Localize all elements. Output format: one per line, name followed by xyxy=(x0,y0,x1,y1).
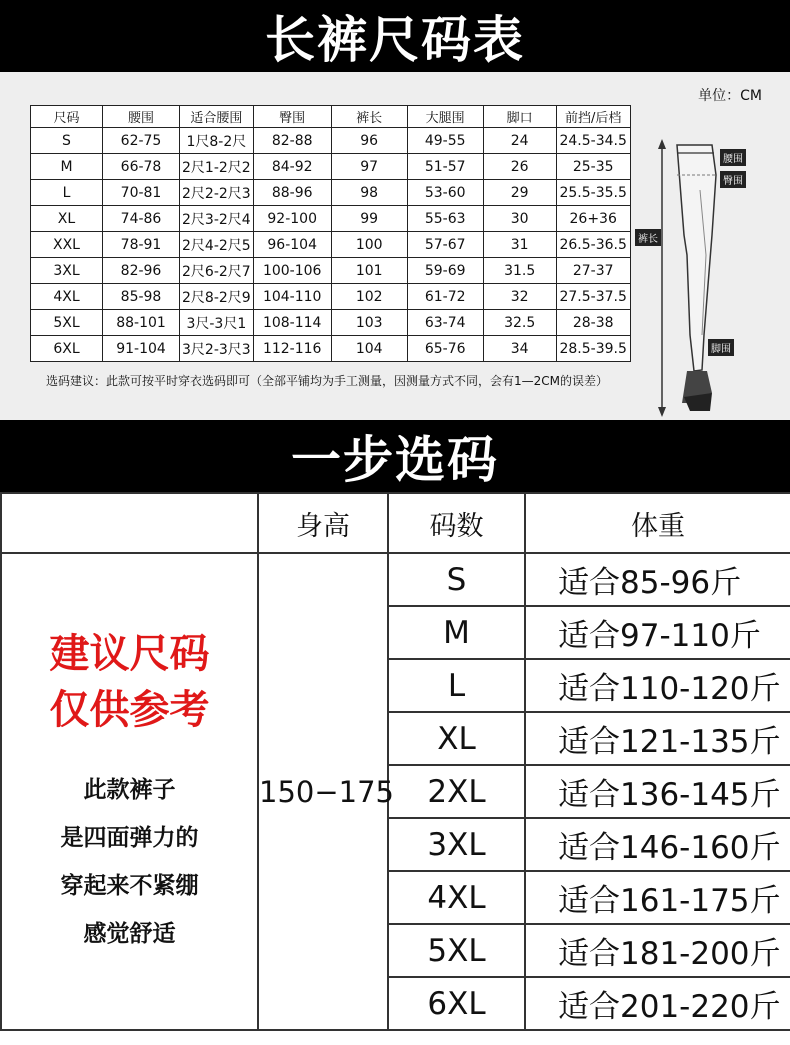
weight-cell: 适合97-110斤 xyxy=(525,606,790,659)
size-chart-cell: 55-63 xyxy=(407,206,483,232)
size-chart-cell: 63-74 xyxy=(407,310,483,336)
product-description-line: 穿起来不紧绷 xyxy=(60,872,199,899)
size-chart-cell: 31 xyxy=(483,232,556,258)
size-chart-cell: 112-116 xyxy=(253,336,331,362)
size-chart-cell: 2尺1-2尺2 xyxy=(180,154,254,180)
size-chart-header-row xyxy=(31,106,631,128)
size-chart-row xyxy=(31,258,631,284)
size-chart-cell: 2尺8-2尺9 xyxy=(180,284,254,310)
size-chart-header-cell: 腰围 xyxy=(103,106,180,128)
weight-cell: 适合121-135斤 xyxy=(525,712,790,765)
size-chart-cell: 3尺2-3尺3 xyxy=(180,336,254,362)
size-chart-header-cell: 脚口 xyxy=(483,106,556,128)
size-chart-row xyxy=(31,154,631,180)
size-chart-row xyxy=(31,128,631,154)
quick-pick-title: 一步选码 xyxy=(291,431,499,489)
header-cell-size: 码数 xyxy=(388,493,525,553)
size-chart-cell: 74-86 xyxy=(103,206,180,232)
size-chart-cell: 30 xyxy=(483,206,556,232)
size-chart-cell: 98 xyxy=(331,180,407,206)
size-chart-cell: 96 xyxy=(331,128,407,154)
size-cell: 2XL xyxy=(388,765,525,818)
waist-tag: 腰围 xyxy=(720,149,746,166)
size-chart-cell: 84-92 xyxy=(253,154,331,180)
size-cell: 6XL xyxy=(388,977,525,1030)
size-chart-cell: 28-38 xyxy=(556,310,630,336)
size-chart-row xyxy=(31,336,631,362)
size-chart-row xyxy=(31,232,631,258)
weight-cell: 适合181-200斤 xyxy=(525,924,790,977)
unit-label: 单位：CM xyxy=(698,88,762,104)
size-chart-cell: 70-81 xyxy=(103,180,180,206)
size-chart-cell: 32.5 xyxy=(483,310,556,336)
size-chart-cell: 24 xyxy=(483,128,556,154)
size-chart-cell: 27-37 xyxy=(556,258,630,284)
size-chart-cell: 99 xyxy=(331,206,407,232)
size-chart-cell: 5XL xyxy=(31,310,103,336)
size-chart-cell: 85-98 xyxy=(103,284,180,310)
weight-cell: 适合161-175斤 xyxy=(525,871,790,924)
quick-pick-banner xyxy=(0,420,790,492)
pants-figure xyxy=(632,135,757,425)
size-chart-cell: 62-75 xyxy=(103,128,180,154)
size-chart-cell: 49-55 xyxy=(407,128,483,154)
size-chart-cell: 3XL xyxy=(31,258,103,284)
size-chart-cell: 91-104 xyxy=(103,336,180,362)
size-chart-cell: L xyxy=(31,180,103,206)
recommendation-heading: 建议尺码 xyxy=(49,630,210,677)
size-chart-header-cell: 尺码 xyxy=(31,106,103,128)
quick-pick-header-row xyxy=(1,493,790,553)
size-chart-cell: 34 xyxy=(483,336,556,362)
size-chart-cell: M xyxy=(31,154,103,180)
size-chart-cell: 26+36 xyxy=(556,206,630,232)
size-chart-cell: 25-35 xyxy=(556,154,630,180)
size-chart-cell: 100 xyxy=(331,232,407,258)
size-chart-cell: 53-60 xyxy=(407,180,483,206)
product-description-line: 是四面弹力的 xyxy=(60,824,199,851)
size-chart-cell: 31.5 xyxy=(483,258,556,284)
size-chart-header-cell: 前挡/后档 xyxy=(556,106,630,128)
size-chart-cell: 103 xyxy=(331,310,407,336)
size-chart-cell: 27.5-37.5 xyxy=(556,284,630,310)
size-chart-cell: 104 xyxy=(331,336,407,362)
header-cell-height: 身高 xyxy=(258,493,388,553)
size-chart-cell: 2尺2-2尺3 xyxy=(180,180,254,206)
size-chart-cell: 32 xyxy=(483,284,556,310)
size-chart-cell: 65-76 xyxy=(407,336,483,362)
size-chart-cell: 29 xyxy=(483,180,556,206)
size-chart-cell: 61-72 xyxy=(407,284,483,310)
size-chart-header-cell: 裤长 xyxy=(331,106,407,128)
weight-cell: 适合201-220斤 xyxy=(525,977,790,1030)
size-chart-row xyxy=(31,310,631,336)
size-chart-cell: 92-100 xyxy=(253,206,331,232)
page-title: 长裤尺码表 xyxy=(265,11,525,69)
size-cell: S xyxy=(388,553,525,606)
size-cell: 5XL xyxy=(388,924,525,977)
size-chart-header-cell: 适合腰围 xyxy=(180,106,254,128)
size-chart-cell: S xyxy=(31,128,103,154)
size-chart-cell: 25.5-35.5 xyxy=(556,180,630,206)
size-cell: XL xyxy=(388,712,525,765)
size-chart-cell: 101 xyxy=(331,258,407,284)
size-chart-cell: 4XL xyxy=(31,284,103,310)
size-chart-cell: 3尺-3尺1 xyxy=(180,310,254,336)
size-chart-cell: 96-104 xyxy=(253,232,331,258)
size-chart-panel xyxy=(0,72,790,420)
title-banner xyxy=(0,0,790,72)
size-chart-cell: 66-78 xyxy=(103,154,180,180)
size-chart-cell: 26.5-36.5 xyxy=(556,232,630,258)
header-cell-weight: 体重 xyxy=(525,493,790,553)
size-chart-cell: XL xyxy=(31,206,103,232)
size-cell: L xyxy=(388,659,525,712)
length-tag: 裤长 xyxy=(635,229,661,246)
size-chart-row xyxy=(31,180,631,206)
size-chart-table xyxy=(30,105,631,362)
size-chart-cell: 88-101 xyxy=(103,310,180,336)
weight-cell: 适合85-96斤 xyxy=(525,553,790,606)
size-chart-cell: 59-69 xyxy=(407,258,483,284)
weight-cell: 适合146-160斤 xyxy=(525,818,790,871)
size-cell: 4XL xyxy=(388,871,525,924)
size-chart-cell: 6XL xyxy=(31,336,103,362)
size-chart-cell: 102 xyxy=(331,284,407,310)
size-chart-row xyxy=(31,284,631,310)
size-chart-cell: 24.5-34.5 xyxy=(556,128,630,154)
weight-cell: 适合136-145斤 xyxy=(525,765,790,818)
quick-pick-row xyxy=(1,553,790,606)
size-chart-cell: 2尺3-2尺4 xyxy=(180,206,254,232)
size-chart-cell: 2尺6-2尺7 xyxy=(180,258,254,284)
header-cell-blank xyxy=(1,493,258,553)
size-chart-cell: 82-96 xyxy=(103,258,180,284)
size-chart-cell: 57-67 xyxy=(407,232,483,258)
size-chart-header-cell: 大腿围 xyxy=(407,106,483,128)
size-chart-cell: 28.5-39.5 xyxy=(556,336,630,362)
size-chart-cell: 26 xyxy=(483,154,556,180)
hip-tag: 臀围 xyxy=(720,171,746,188)
fit-advice-note: 选码建议：此款可按平时穿衣选码即可（全部平铺均为手工测量，因测量方式不同，会有1—2CM的误差） xyxy=(46,374,609,388)
size-cell: 3XL xyxy=(388,818,525,871)
height-range-cell: 150−175 xyxy=(258,553,388,1030)
size-chart-cell: 88-96 xyxy=(253,180,331,206)
size-chart-cell: 104-110 xyxy=(253,284,331,310)
size-chart-cell: 97 xyxy=(331,154,407,180)
size-chart-cell: 100-106 xyxy=(253,258,331,284)
size-chart-cell: 82-88 xyxy=(253,128,331,154)
size-chart-header-cell: 臀围 xyxy=(253,106,331,128)
size-chart-row xyxy=(31,206,631,232)
size-chart-cell: 1尺8-2尺 xyxy=(180,128,254,154)
product-description-line: 此款裤子 xyxy=(83,776,176,803)
size-chart-cell: 78-91 xyxy=(103,232,180,258)
hem-tag: 脚围 xyxy=(708,339,734,356)
size-chart-cell: 51-57 xyxy=(407,154,483,180)
size-chart-cell: XXL xyxy=(31,232,103,258)
weight-cell: 适合110-120斤 xyxy=(525,659,790,712)
quick-pick-table xyxy=(0,492,790,1031)
recommendation-heading: 仅供参考 xyxy=(49,686,210,733)
size-chart-cell: 108-114 xyxy=(253,310,331,336)
recommendation-cell xyxy=(1,553,258,1030)
size-chart-cell: 2尺4-2尺5 xyxy=(180,232,254,258)
size-cell: M xyxy=(388,606,525,659)
product-description-line: 感觉舒适 xyxy=(83,920,176,947)
